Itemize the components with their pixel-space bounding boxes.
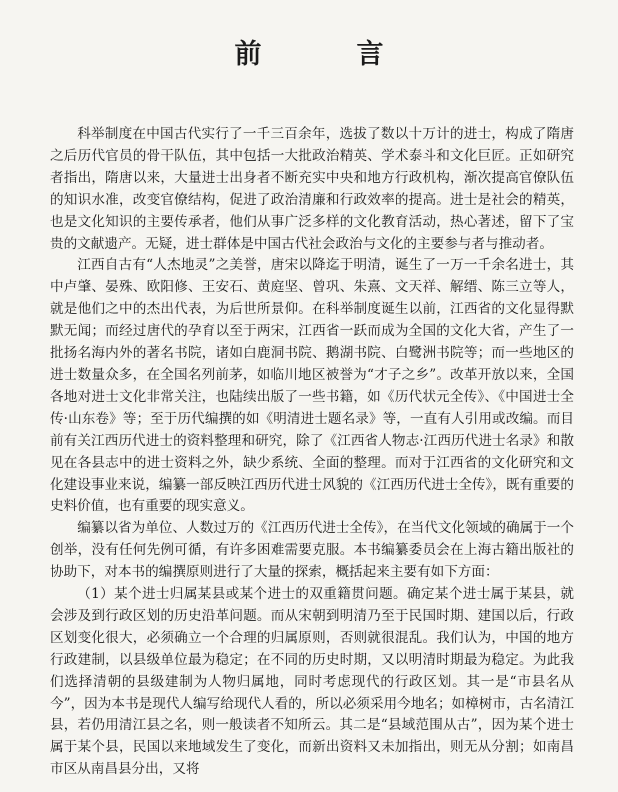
paragraph-1: 科举制度在中国古代实行了一千三百余年，选拔了数以十万计的进士，构成了隋唐之后历代官员的骨干队伍，其中包括一大批政治精英、学术泰斗和文化巨匠。正如研究者指出，隋唐以来，大量进士出身者不断充实中央和地方行政机构，渐次提高官僚队伍的知识水准，改变官僚结构，促进了政治清廉和行政效率的提高。进士是社会的精英，也是文化知识的主要传承者，他们从事广泛多样的文化教育活动，热心著述，留下了宝贵的文献遗产。无疑，进士群体是中国古代社会政治与文化的主要参与者与推动者。 xyxy=(50,126,574,252)
body-text xyxy=(50,124,574,781)
paragraph-3: 编纂以省为单位、人数过万的《江西历代进士全传》，在当代文化领域的确属于一个创举，没有任何先例可循，有许多困难需要克服。本书编纂委员会在上海古籍出版社的协助下，对本书的编撰原则进行了大量的探索，概括起来主要有如下方面： xyxy=(50,520,574,581)
page-title: 前 言 xyxy=(234,39,418,70)
paragraph-4: （1）某个进士归属某县或某个进士的双重籍贯问题。确定某个进士属于某县，就会涉及到行政区划的历史沿革问题。而从宋朝到明清乃至于民国时期、建国以后，行政区划变化很大，必须确立一个合理的归属原则，否则就很混乱。我们认为，中国的地方行政建制，以县级单位最为稳定；在不同的历史时期，又以明清时期最为稳定。为此我们选择清朝的县级建制为人物归属地，同时考虑现代的行政区划。其一是“市县名从今”，因为本书是现代人编写给现代人看的，所以必须采用今地名；如樟树市，古名清江县，若仍用清江县之名，则一般读者不知所云。其二是“县域范围从古”，因为某个进士属于某个县，民国以来地域发生了变化，而新出资料又未加指出，则无从分割；如南昌市区从南昌县分出，又将 xyxy=(50,586,574,778)
paragraph-2: 江西自古有“人杰地灵”之美誉，唐宋以降迄于明清，诞生了一万一千余名进士，其中卢肇、晏殊、欧阳修、王安石、黄庭坚、曾巩、朱熹、文天祥、解缙、陈三立等人，就是他们之中的杰出代表，为后世所景仰。在科举制度诞生以前，江西省的文化显得默默无闻；而经过唐代的孕育以至于两宋，江西省一跃而成为全国的文化大省，产生了一批扬名海内外的著名书院，诸如白鹿洞书院、鹅湖书院、白鹭洲书院等；而一些地区的进士数量众多，在全国名列前茅，如临川地区被誉为“才子之乡”。改革开放以来，全国各地对进士文化非常关注，也陆续出版了一些书籍，如《历代状元全传》、《中国进士全传·山东卷》等；至于历代编撰的如《明清进士题名录》等，一直有人引用或改编。而目前有关江西历代进士的资料整理和研究，除了《江西省人物志·江西历代进士名录》和散见在各县志中的进士资料之外，缺少系统、全面的整理。而对于江西省的文化研究和文化建设事业来说，编纂一部反映江西历代进士风貌的《江西历代进士全传》，既有重要的史料价值，也有重要的现实意义。 xyxy=(50,257,574,515)
